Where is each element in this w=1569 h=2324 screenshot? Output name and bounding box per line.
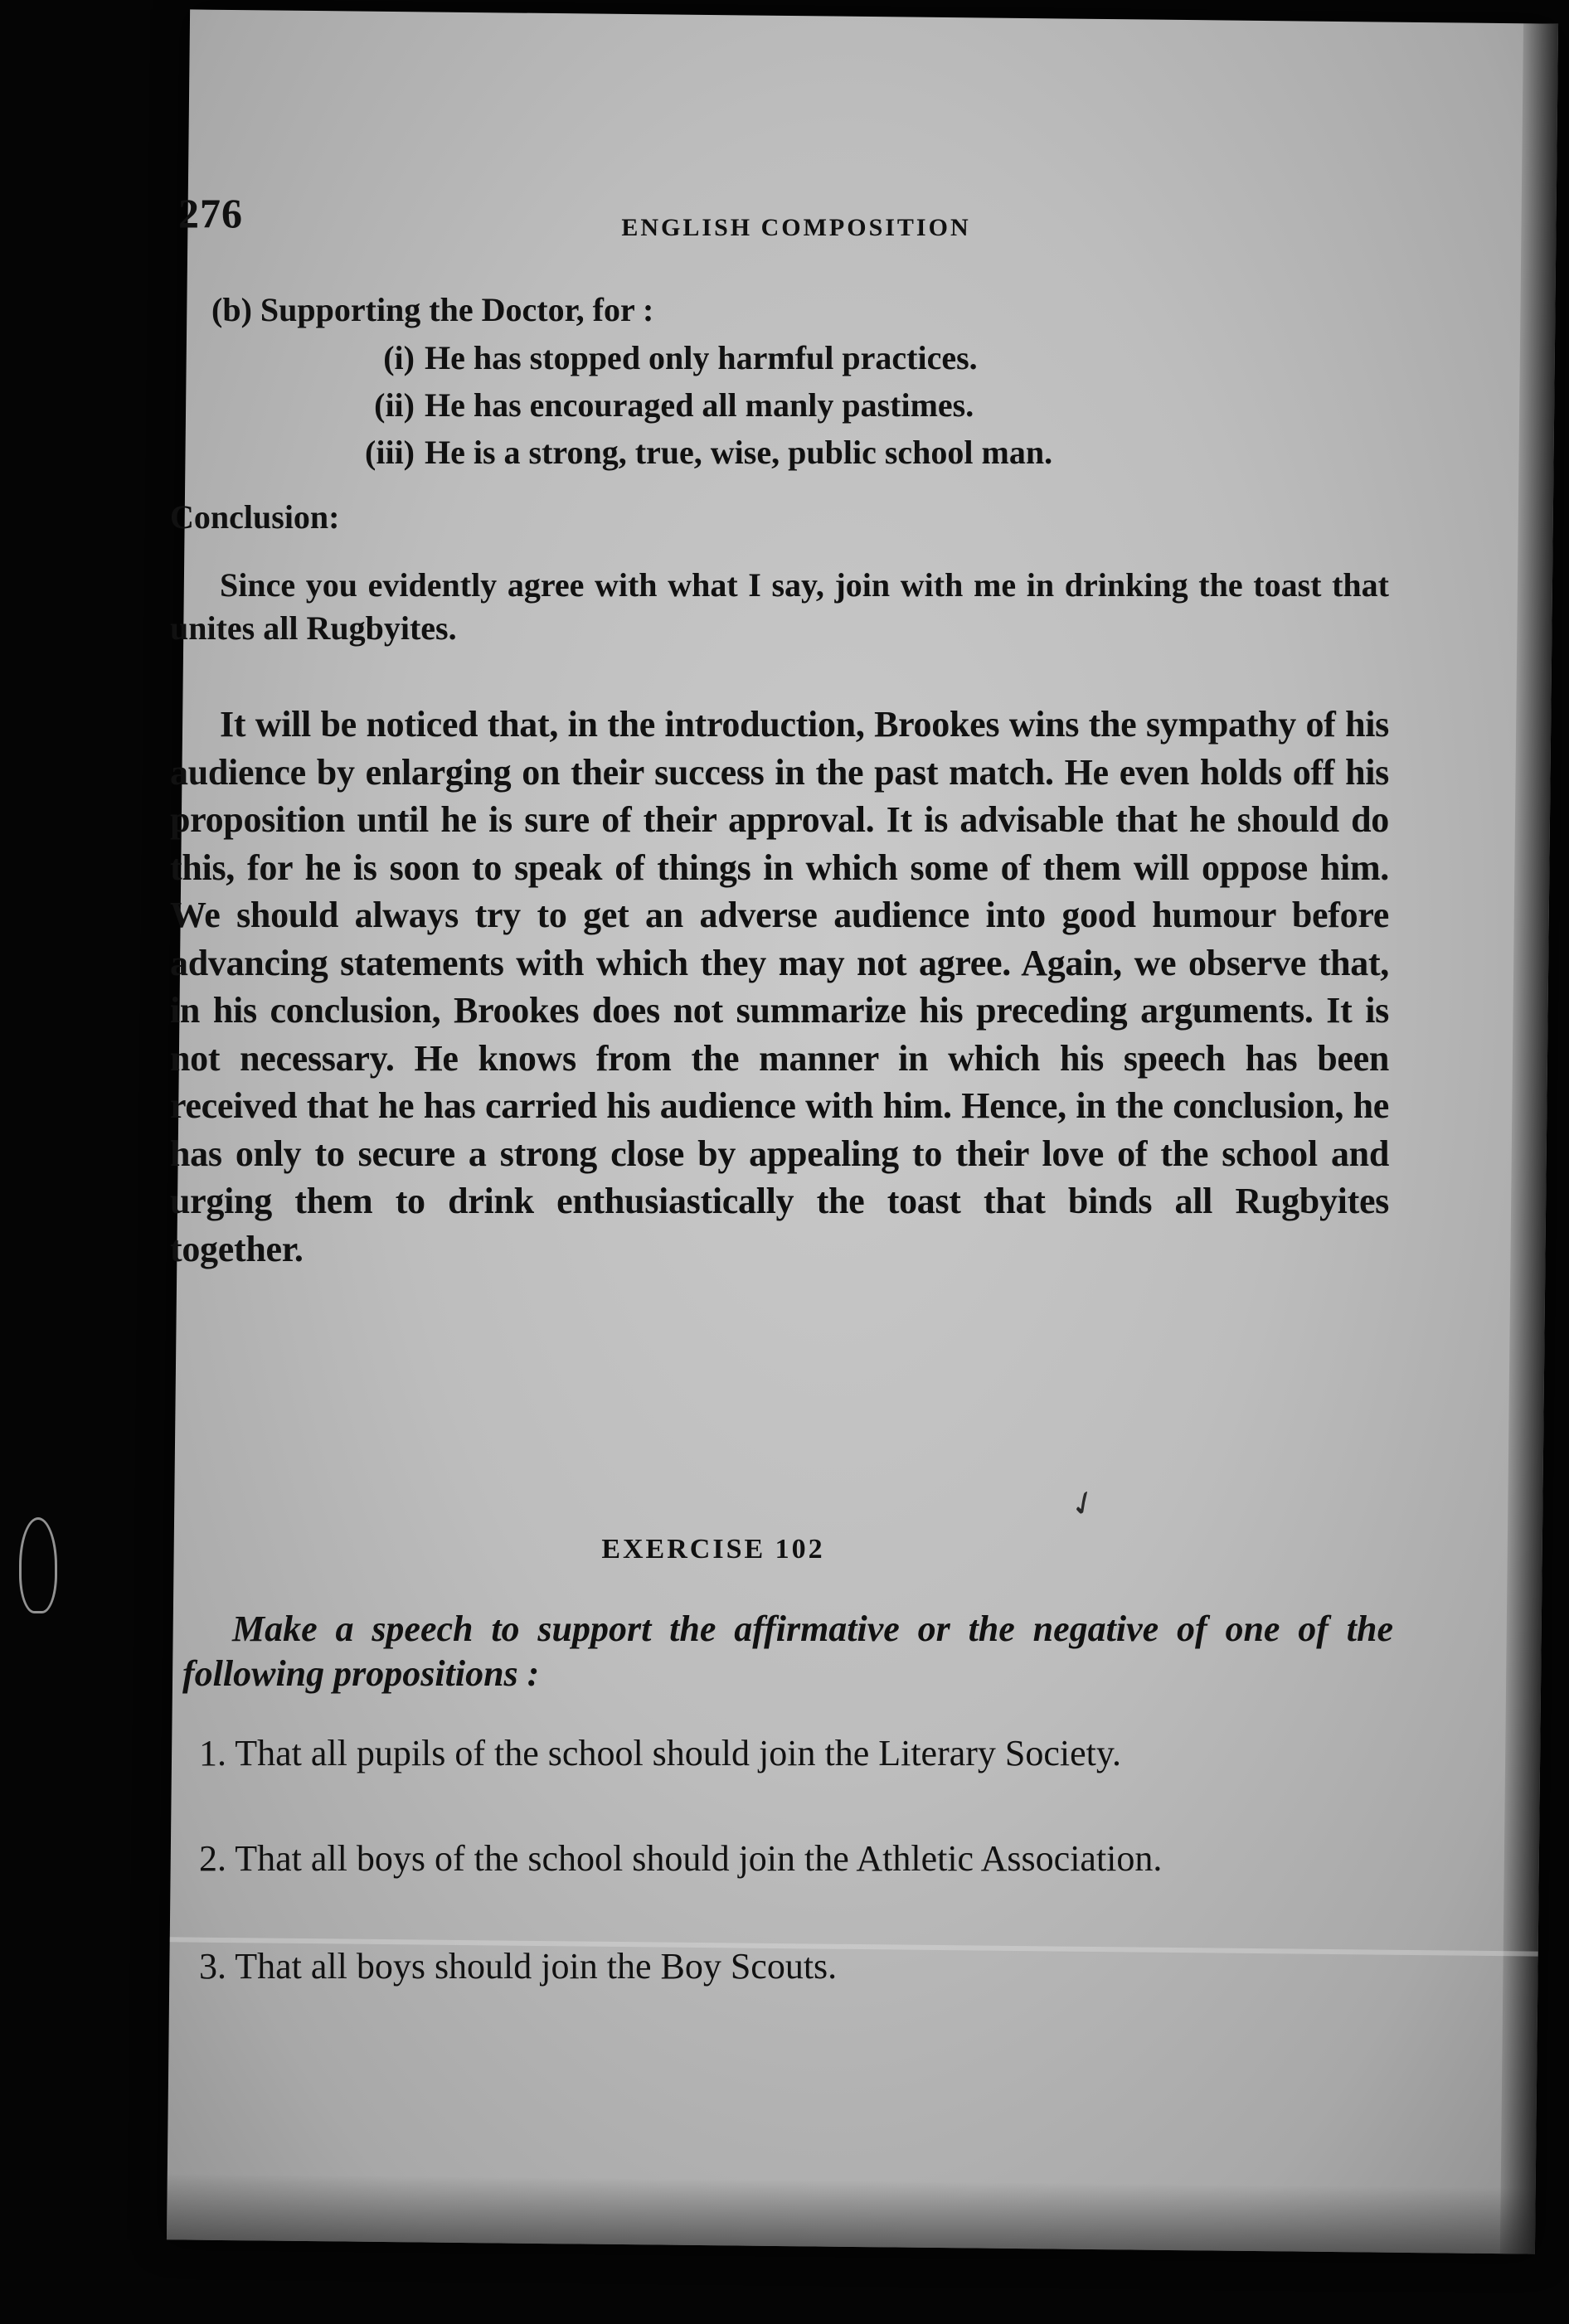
outline-sub-point <box>357 338 978 377</box>
proposition-item: 2. That all boys of the school should join the Athletic Association. <box>199 1838 1163 1879</box>
sub-point-number: (ii) <box>374 386 415 424</box>
proposition-item: 3. That all boys should join the Boy Scouts. <box>199 1946 838 1987</box>
outline-sub-point <box>357 386 974 425</box>
proposition-item: 1. That all pupils of the school should join the Literary Society. <box>199 1733 1122 1773</box>
margin-annotation <box>19 1517 57 1613</box>
outline-point-b: (b) Supporting the Doctor, for : <box>211 291 654 328</box>
commentary-paragraph: It will be noticed that, in the introduction, Brookes wins the sympathy of his audience by enlarging on their success in the past match. He even holds off his proposition until he is sure of their approval. It is advisable that he should do this, for he is soon to speak of things in which some of them will oppose him. We should always try to get an adverse audience into good humour before advancing statements with which they may not agree. Again, we observe that, in his conclusion, Brookes does not summarize his preceding arguments. It is not necessary. He knows from the manner in which his speech has been received that he has carried his audience with him. Hence, in the conclusion, he has only to secure a strong close by appealing to their love of the school and urging them to drink enthusiastically the toast that binds all Rugbyites together. <box>170 704 1389 1269</box>
page-number: 276 <box>178 190 243 236</box>
sub-point-text: He has encouraged all manly pastimes. <box>425 386 974 424</box>
outline-sub-point <box>357 433 1052 472</box>
pencil-mark: ✓ <box>1063 1481 1105 1526</box>
sub-point-text: He has stopped only harmful practices. <box>425 339 978 376</box>
conclusion-text: Since you evidently agree with what I say, join with me in drinking the toast that unites all Rugbyites. <box>170 566 1389 647</box>
exercise-instruction: Make a speech to support the affirmative or the negative of one of the following propositions : <box>182 1608 1393 1694</box>
sub-point-number: (iii) <box>365 434 415 471</box>
running-head: ENGLISH COMPOSITION <box>621 214 971 241</box>
conclusion-heading: Conclusion: <box>170 498 340 536</box>
sub-point-text: He is a strong, true, wise, public school man. <box>425 434 1053 471</box>
exercise-heading: EXERCISE 102 <box>601 1534 825 1565</box>
sub-point-number: (i) <box>383 339 415 376</box>
